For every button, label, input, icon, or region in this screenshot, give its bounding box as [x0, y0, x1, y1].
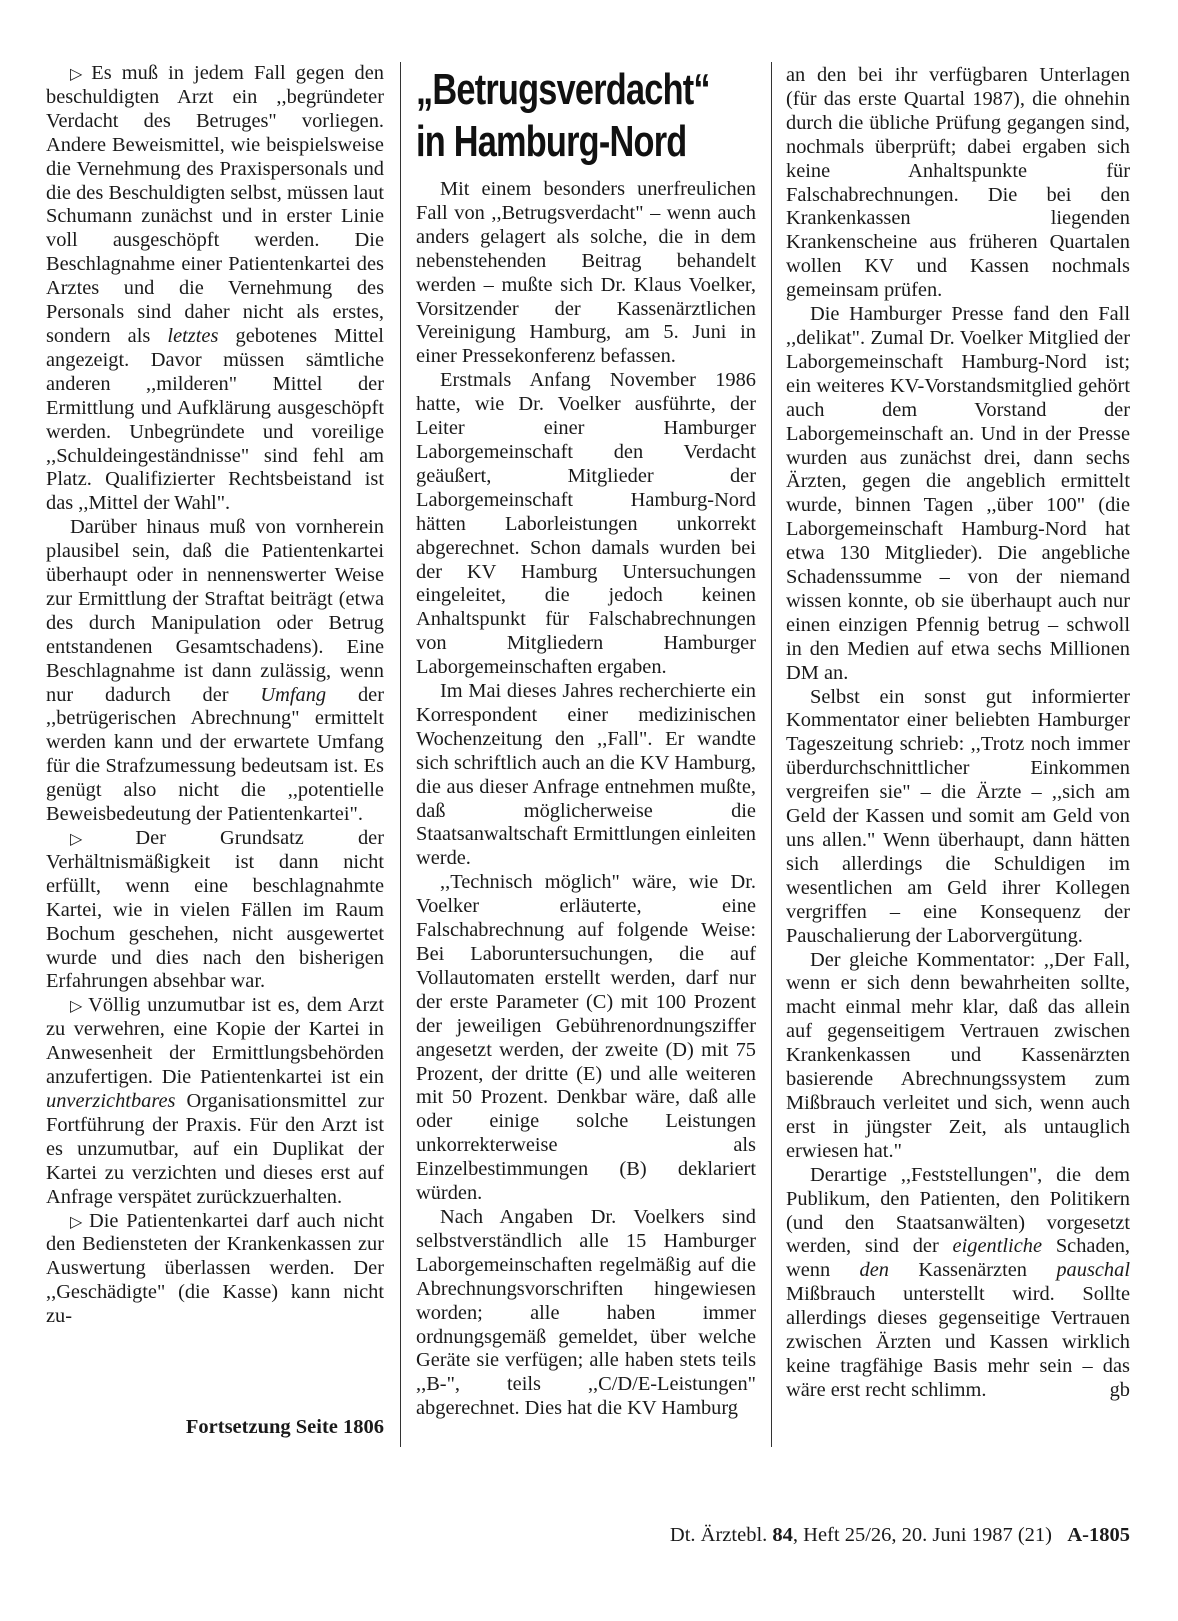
triangle-right-icon: ▷: [70, 996, 85, 1016]
article-column-3: [786, 64, 1130, 1403]
paragraph: Darüber hinaus muß von vornherein plausibel sein, daß die Patientenkartei überhaupt oder in nennenswerter Weise zur Ermittlung der Straftat beiträgt (etwa des durch Manipulation oder Betrug entstandenen Gesamtschadens). Eine Beschlagnahme ist dann zulässig, wenn nur dadurch der Umfang der ,,betrügerischen Abrechnung" ermittelt werden kann und der erwartete Umfang für die Strafzumessung bedeutsam ist. Es genügt also nicht die ,,potentielle Beweisbedeutung der Patientenkartei".: [46, 516, 384, 826]
paragraph: Derartige ,,Feststellungen", die dem Publikum, den Patienten, den Politikern (und den Staatsanwälten) vorgesetzt werden, sind der eigentliche Schaden, wenn den Kassenärzten pauschal Mißbrauch unterstellt wird. Sollte allerdings dieses gegenseitige Vertrauen zwischen Ärzten und Kassen wirklich keine tragfähige Basis mehr sein – das wäre erst recht schlimm. gb: [786, 1163, 1130, 1401]
headline-line-1: „Betrugsverdacht“: [416, 65, 710, 114]
triangle-right-icon: ▷: [70, 64, 88, 83]
paragraph: an den bei ihr verfügbaren Unterlagen (für das erste Quartal 1987), die ohnehin durch die übliche Prüfung gegangen sind, nochmals überprüft; dabei ergaben sich keine Anhaltspunkte für Falschabrechnungen. Die bei den Krankenkassen liegenden Krankenscheine aus früheren Quartalen wollen KV und Kassen nochmals gemeinsam prüfen.: [786, 64, 1130, 302]
author-signature: gb: [1109, 1378, 1130, 1401]
paragraph: Mit einem besonders unerfreulichen Fall von ,,Betrugsverdacht" – wenn auch anders gelagert als solche, die in dem nebenstehenden Beitrag behandelt werden – mußte sich Dr. Klaus Voelker, Vorsitzender der Kassenärztlichen Vereinigung Hamburg, am 5. Juni in einer Pressekonferenz befassen.: [416, 178, 756, 368]
article-headline: [416, 64, 710, 168]
paragraph: Nach Angaben Dr. Voelkers sind selbstverständlich alle 15 Hamburger Laborgemeinschaften regelmäßig auf die Abrechnungsvorschriften hingewiesen worden; alle haben immer ordnungsgemäß gemeldet, über welche Geräte sie verfügen; alle haben stets teils ,,B-", teils ,,C/D/E-Leistungen" abgerechnet. Dies hat die KV Hamburg: [416, 1205, 756, 1420]
article-column-2: [416, 178, 756, 1421]
triangle-right-icon: ▷: [70, 1211, 85, 1231]
page-footer: [46, 1524, 1130, 1547]
journal-issue: , Heft 25/26, 20. Juni 1987 (21): [792, 1524, 1052, 1546]
column-rule-left: [400, 62, 401, 1447]
paragraph: Im Mai dieses Jahres recherchierte ein Korrespondent einer medizinischen Wochenzeitung den ,,Fall". Er wandte sich schriftlich auch an die KV Hamburg, die aus dieser Anfrage entnehmen mußte, daß möglicherweise die Staatsanwaltschaft Ermittlungen einleiten werde.: [416, 680, 756, 870]
triangle-right-icon: ▷: [70, 829, 132, 848]
paragraph: ▷ Der Grundsatz der Verhältnismäßigkeit ist dann nicht erfüllt, wenn eine beschlagnahmte Kartei, wie in vielen Fällen im Raum Bochum geschehen, nicht ausgewertet wurde und dies nach den bisherigen Erfahrungen absehbar war.: [46, 827, 384, 993]
continuation-note: Fortsetzung Seite 1806: [185, 1416, 384, 1438]
paragraph: ,,Technisch möglich" wäre, wie Dr. Voelker erläuterte, eine Falschabrechnung auf folgende Weise: Bei Laboruntersuchungen, die auf Vollautomaten erstellt werden, darf nur der erste Parameter (C) mit 100 Prozent der jeweiligen Gebührenordnungsziffer angesetzt werden, der zweite (D) mit 75 Prozent, der dritte (E) und alle weiteren mit 50 Prozent. Denkbar wäre, daß alle oder einige solche Leistungen unkorrekterweise als Einzelbestimmungen (B) deklariert würden.: [416, 871, 756, 1205]
paragraph: Selbst ein sonst gut informierter Kommentator einer beliebten Hamburger Tageszeitung schrieb: ,,Trotz noch immer überdurchschnittlicher Einkommen vergreifen sie" – die Ärzte – ,,sich am Geld der Kassen und somit am Geld von uns allen." Wenn überhaupt, dann hätten sich allerdings die Schuldigen im wesentlichen am Geld ihrer Kollegen vergriffen – eine Konsequenz der Pauschalierung der Laborvergütung.: [786, 685, 1130, 947]
page-number: A-1805: [1067, 1524, 1130, 1546]
journal-name: Dt. Ärztebl.: [669, 1524, 768, 1546]
article-column-1: [46, 62, 384, 1329]
paragraph: Erstmals Anfang November 1986 hatte, wie Dr. Voelker ausführte, der Leiter einer Hamburger Laborgemeinschaft den Verdacht geäußert, Mitglieder der Laborgemeinschaft Hamburg-Nord hätten Laborleistungen unkorrekt abgerechnet. Schon damals wurden bei der KV Hamburg Untersuchungen eingeleitet, die jedoch keinen Anhaltspunkt für Falschabrechnungen von Mitgliedern Hamburger Laborgemeinschaften ergaben.: [416, 369, 756, 679]
headline-line-2: in Hamburg-Nord: [416, 117, 687, 166]
column-rule-right: [771, 62, 772, 1447]
paragraph: Die Hamburger Presse fand den Fall ,,delikat". Zumal Dr. Voelker Mitglied der Laborgemeinschaft Hamburg-Nord ist; ein weiteres KV-Vorstandsmitglied gehört auch dem Vorstand der Laborgemeinschaft an. Und in der Presse wurden aus zunächst drei, dann sechs Ärzten, gegen die angeblich ermittelt wurde, binnen Tagen ,,über 100" (die Laborgemeinschaft Hamburg-Nord hat etwa 130 Mitglieder). Die angebliche Schadenssumme – von der niemand wissen konnte, ob sie überhaupt auch nur einen einzigen Pfennig betrug – schwoll in den Medien auf etwa sechs Millionen DM an.: [786, 303, 1130, 684]
paragraph: ▷ Völlig unzumutbar ist es, dem Arzt zu verwehren, eine Kopie der Kartei in Anwesenheit der Ermittlungsbehörden anzufertigen. Die Patientenkartei ist ein unverzichtbares Organisationsmittel zur Fortführung der Praxis. Für den Arzt ist es unzumutbar, auf ein Duplikat der Kartei zu verzichten und dieses erst auf Anfrage verspätet zurückzuerhalten.: [46, 994, 384, 1208]
paragraph: ▷ Es muß in jedem Fall gegen den beschuldigten Arzt ein ,,begründeter Verdacht des Betruges" vorliegen. Andere Beweismittel, wie beispielsweise die Vernehmung des Praxispersonals und die des Beschuldigten selbst, müssen laut Schumann zunächst und in erster Linie voll ausgeschöpft werden. Die Beschlagnahme einer Patientenkartei des Arztes und die Vernehmung des Personals sind daher nicht als erstes, sondern als letztes gebotenes Mittel angezeigt. Davor müssen sämtliche anderen ,,milderen" Mittel der Ermittlung und Aufklärung ausgeschöpft werden. Unbegründete und voreilige ,,Schuldeingeständnisse" sind fehl am Platz. Qualifizierter Rechtsbeistand ist das ,,Mittel der Wahl".: [46, 62, 384, 515]
journal-volume: 84: [772, 1524, 793, 1546]
paragraph: Der gleiche Kommentator: ,,Der Fall, wenn er sich denn bewahrheiten sollte, macht einmal mehr klar, daß das allein auf gegenseitigem Vertrauen zwischen Krankenkassen und Kassenärzten basierende Abrechnungssystem zum Mißbrauch verleitet und sich, wenn auch erst in jüngster Zeit, als untauglich erwiesen hat.": [786, 948, 1130, 1162]
paragraph: ▷ Die Patientenkartei darf auch nicht den Bediensteten der Krankenkassen zur Auswertung überlassen werden. Der ,,Geschädigte" (die Kasse) kann nicht zu-: [46, 1209, 384, 1328]
